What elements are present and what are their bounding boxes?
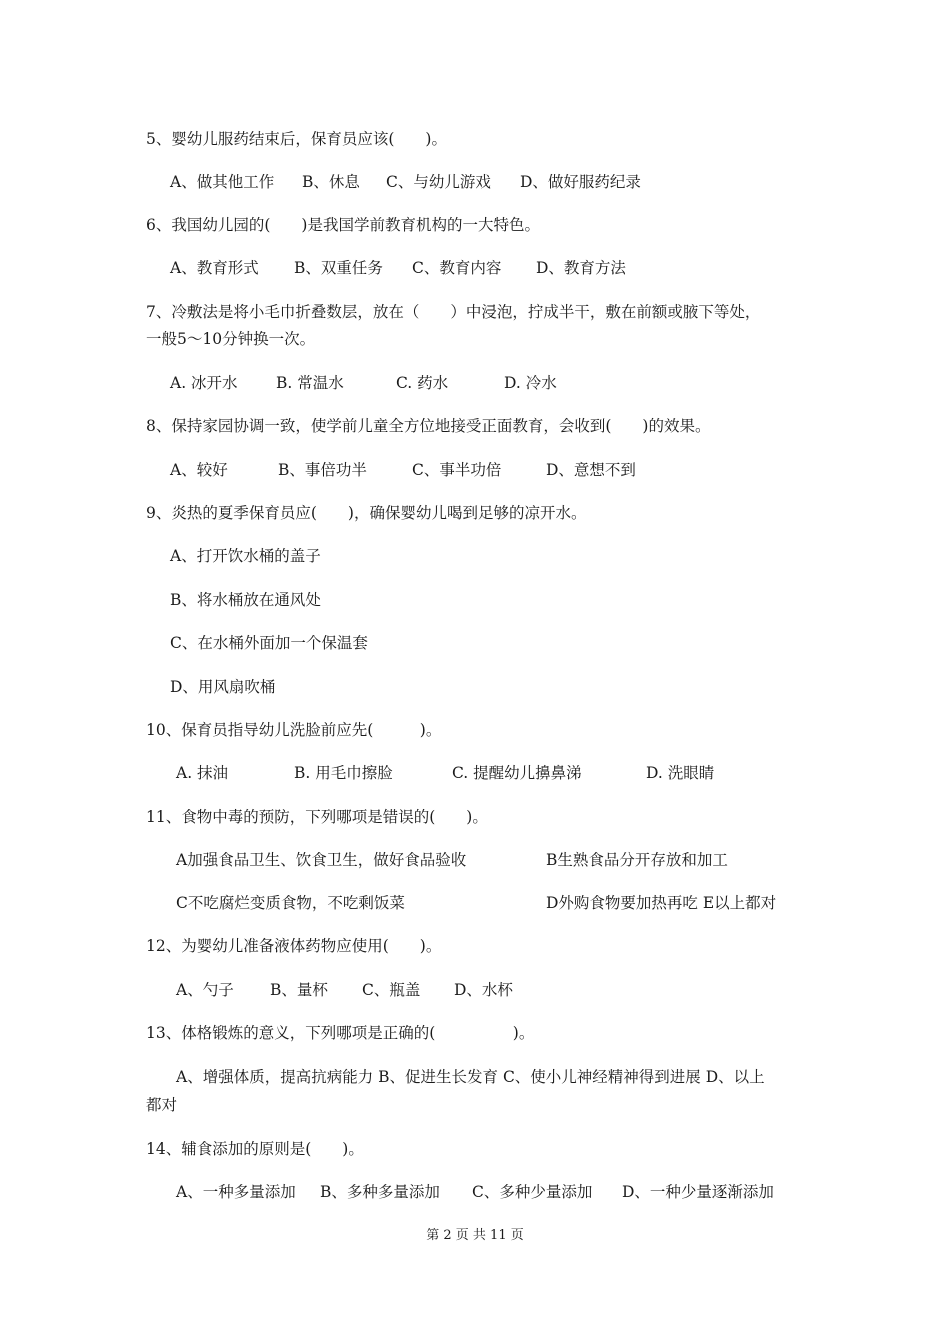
option-b: B、休息 (302, 173, 360, 191)
option-d: D、意想不到 (546, 461, 636, 479)
question-9-option-d: D、用风扇吹桶 (170, 678, 276, 696)
option-a: A. 冰开水 (170, 374, 238, 392)
option-a: A、勺子 (176, 981, 234, 999)
option-a: A、做其他工作 (170, 173, 275, 191)
option-c: C. 提醒幼儿擤鼻涕 (452, 764, 582, 782)
option-c: C、瓶盖 (362, 981, 421, 999)
page-number-footer: 第 2 页 共 11 页 (426, 1228, 524, 1243)
option-a: A、教育形式 (170, 259, 259, 277)
question-10-stem: 10、保育员指导幼儿洗脸前应先( )。 (146, 721, 442, 739)
option-b: B、事倍功半 (278, 461, 367, 479)
question-10-options (0, 762, 715, 784)
option-b: B、双重任务 (294, 259, 383, 277)
option-c: C、事半功倍 (412, 461, 502, 479)
question-12-stem: 12、为婴幼儿准备液体药物应使用( )。 (146, 937, 442, 955)
option-c: C、与幼儿游戏 (386, 173, 491, 191)
question-11-options-row-2 (0, 892, 777, 914)
option-d-e: D外购食物要加热再吃 E以上都对 (546, 894, 777, 912)
question-9-option-c: C、在水桶外面加一个保温套 (170, 634, 368, 652)
question-12-options (0, 979, 513, 1001)
option-a: A加强食品卫生、饮食卫生，做好食品验收 (176, 851, 467, 869)
question-9-option-b: B、将水桶放在通风处 (170, 591, 321, 609)
question-9-stem: 9、炎热的夏季保育员应( )，确保婴幼儿喝到足够的凉开水。 (146, 504, 587, 522)
option-b: B、多种多量添加 (320, 1183, 440, 1201)
question-7-options (0, 372, 557, 394)
question-6-options (0, 257, 626, 279)
option-d: D、一种少量逐渐添加 (622, 1183, 774, 1201)
option-d: D. 冷水 (504, 374, 557, 392)
question-8-options (0, 459, 636, 481)
option-c: C、多种少量添加 (472, 1183, 593, 1201)
option-c: C、教育内容 (412, 259, 502, 277)
option-c: C不吃腐烂变质食物，不吃剩饭菜 (176, 894, 405, 912)
option-b: B、量杯 (270, 981, 328, 999)
option-d: D、水杯 (454, 981, 513, 999)
question-11-options-row-1 (0, 849, 728, 871)
option-a: A. 抹油 (176, 764, 229, 782)
option-d: D、做好服药纪录 (520, 173, 641, 191)
option-a: A、较好 (170, 461, 228, 479)
question-14-options (0, 1181, 774, 1203)
question-13-options-continued: 都对 (146, 1096, 178, 1114)
option-b: B. 用毛巾擦脸 (294, 764, 393, 782)
question-9-option-a: A、打开饮水桶的盖子 (170, 547, 321, 565)
question-7-stem-continued: 一般5～10分钟换一次。 (146, 330, 316, 348)
option-a: A、一种多量添加 (176, 1183, 296, 1201)
option-b: B. 常温水 (276, 374, 344, 392)
question-5-stem: 5、婴幼儿服药结束后，保育员应该( )。 (146, 130, 447, 148)
question-13-options: A、增强体质，提高抗病能力 B、促进生长发育 C、使小儿神经精神得到进展 D、以上 (176, 1068, 765, 1086)
option-d: D. 洗眼睛 (646, 764, 715, 782)
question-8-stem: 8、保持家园协调一致，使学前儿童全方位地接受正面教育，会收到( )的效果。 (146, 417, 711, 435)
option-c: C. 药水 (396, 374, 449, 392)
question-11-stem: 11、食物中毒的预防，下列哪项是错误的( )。 (146, 808, 488, 826)
question-14-stem: 14、辅食添加的原则是( )。 (146, 1140, 364, 1158)
question-6-stem: 6、我国幼儿园的( )是我国学前教育机构的一大特色。 (146, 216, 540, 234)
option-b: B生熟食品分开存放和加工 (546, 851, 728, 869)
question-5-options (0, 171, 641, 193)
question-7-stem: 7、冷敷法是将小毛巾折叠数层，放在（ ）中浸泡，拧成半干，敷在前额或腋下等处， (146, 303, 761, 321)
option-d: D、教育方法 (536, 259, 626, 277)
question-13-stem: 13、体格锻炼的意义，下列哪项是正确的( )。 (146, 1024, 535, 1042)
